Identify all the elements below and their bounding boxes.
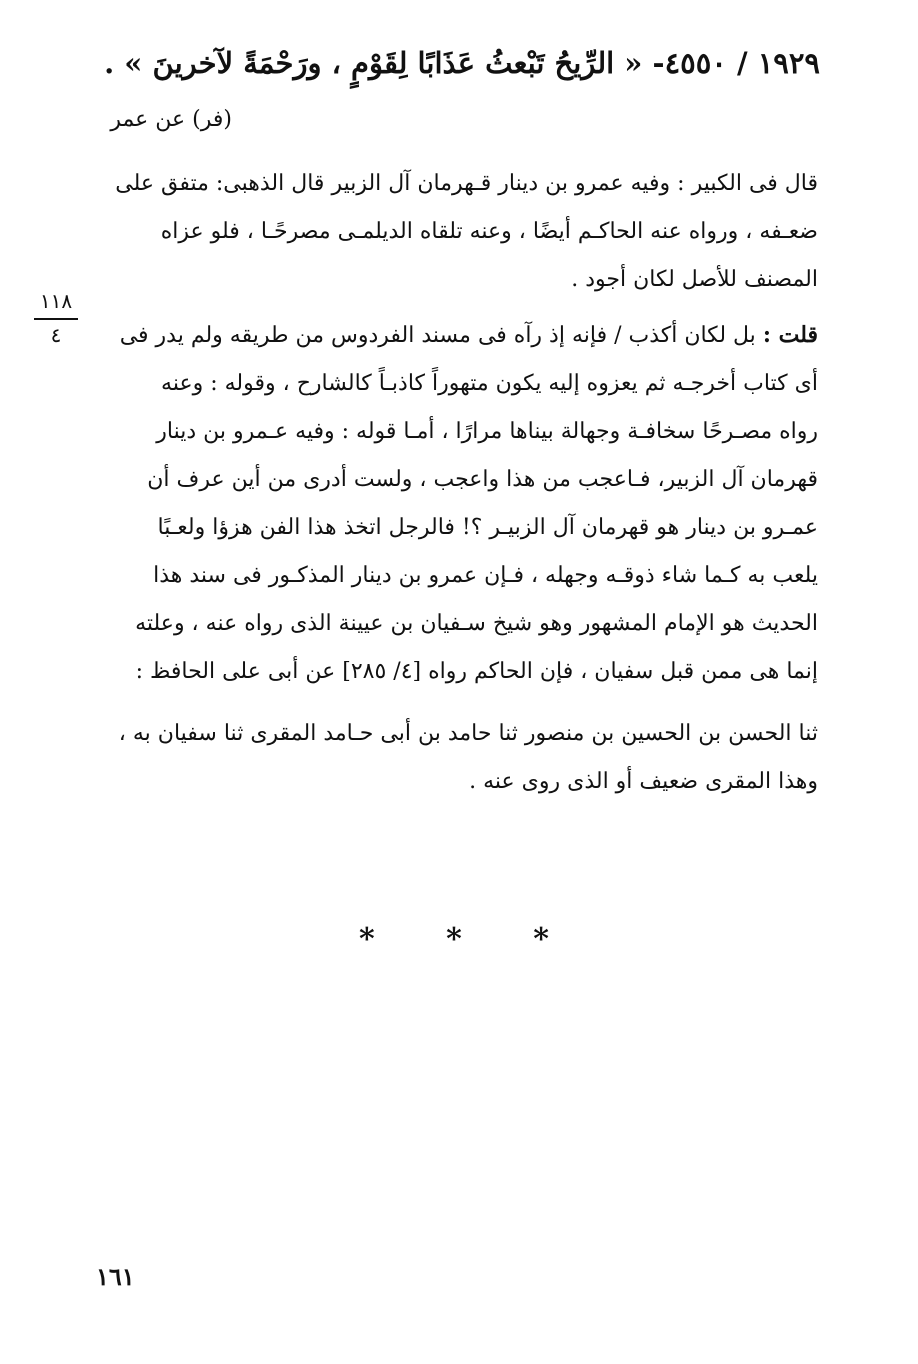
text-line: عمـرو بن دينار هو قهرمان آل الزبيـر ؟! فالرجل اتخذ هذا الفن هزؤا ولعـبًا <box>157 515 818 540</box>
text-line: قال فى الكبير : وفيه عمرو بن دينار قـهرمان آل الزبير قال الذهبى: متفق على <box>115 171 818 196</box>
text-line-continuation: بل لكان أكذب / فإنه إذ رآه فى مسند الفردوس من طريقه ولم يدر فى <box>119 323 763 348</box>
text-line: يلعب به كـما شاء ذوقـه وجهله ، فـإن عمرو بن دينار المذكـور فى سند هذا <box>153 563 818 588</box>
text-line: ثنا الحسن بن الحسين بن منصور ثنا حامد بن أبى حـامد المقرى ثنا سفيان به ، <box>118 721 818 746</box>
text-line: ضعـفه ، ورواه عنه الحاكـم أيضًا ، وعنه تلقاه الديلمـى مصرحًـا ، فلو عزاه <box>160 219 818 244</box>
margin-reference-bottom: ٤ <box>50 323 62 347</box>
section-separator <box>359 922 549 957</box>
asterisk-icon: * <box>446 922 462 957</box>
asterisk-icon: * <box>359 922 375 957</box>
margin-page-reference <box>32 288 80 348</box>
text-line: الحديث هو الإمام المشهور وهو شيخ سـفيان بن عيينة الذى رواه عنه ، وعلته <box>135 611 818 636</box>
text-line: أى كتاب أخرجـه ثم يعزوه إليه يكون متهوراً كاذبـاً كالشارح ، وقوله : وعنه <box>161 371 818 396</box>
margin-reference-top: ١١٨ <box>39 289 73 313</box>
text-line: قهرمان آل الزبير، فـاعجب من هذا واعجب ، ولست أدرى من أين عرف أن <box>147 467 818 492</box>
text-line: رواه مصـرحًا سخافـة وجهالة بيناها مرارًا ، أمـا قوله : وفيه عـمرو بن دينار <box>156 419 818 444</box>
commentary-paragraph-3 <box>104 710 818 806</box>
page-number: ١٦١ <box>96 1262 135 1291</box>
margin-reference-rule <box>34 318 78 320</box>
commentary-paragraph-1 <box>104 160 818 304</box>
text-line <box>104 311 818 360</box>
commentary-paragraph-2 <box>104 311 818 696</box>
text-line: إنما هى ممن قبل سفيان ، فإن الحاكم رواه [٤/ ٢٨٥] عن أبى على الحافظ : <box>135 659 818 684</box>
text-line: المصنف للأصل لكان أجود . <box>571 267 818 292</box>
text-line: وهذا المقرى ضعيف أو الذى روى عنه . <box>469 769 818 794</box>
hadith-source: (فر) عن عمر <box>110 107 232 132</box>
qultu-lead: قلت : <box>762 322 818 348</box>
hadith-heading: ١٩٢٩ / ٤٥٥٠- « الرِّيحُ تَبْعثُ عَذَابًا لِقَوْمٍ ، ورَحْمَةً لآخرينَ » . <box>104 46 820 80</box>
asterisk-icon: * <box>533 922 549 957</box>
